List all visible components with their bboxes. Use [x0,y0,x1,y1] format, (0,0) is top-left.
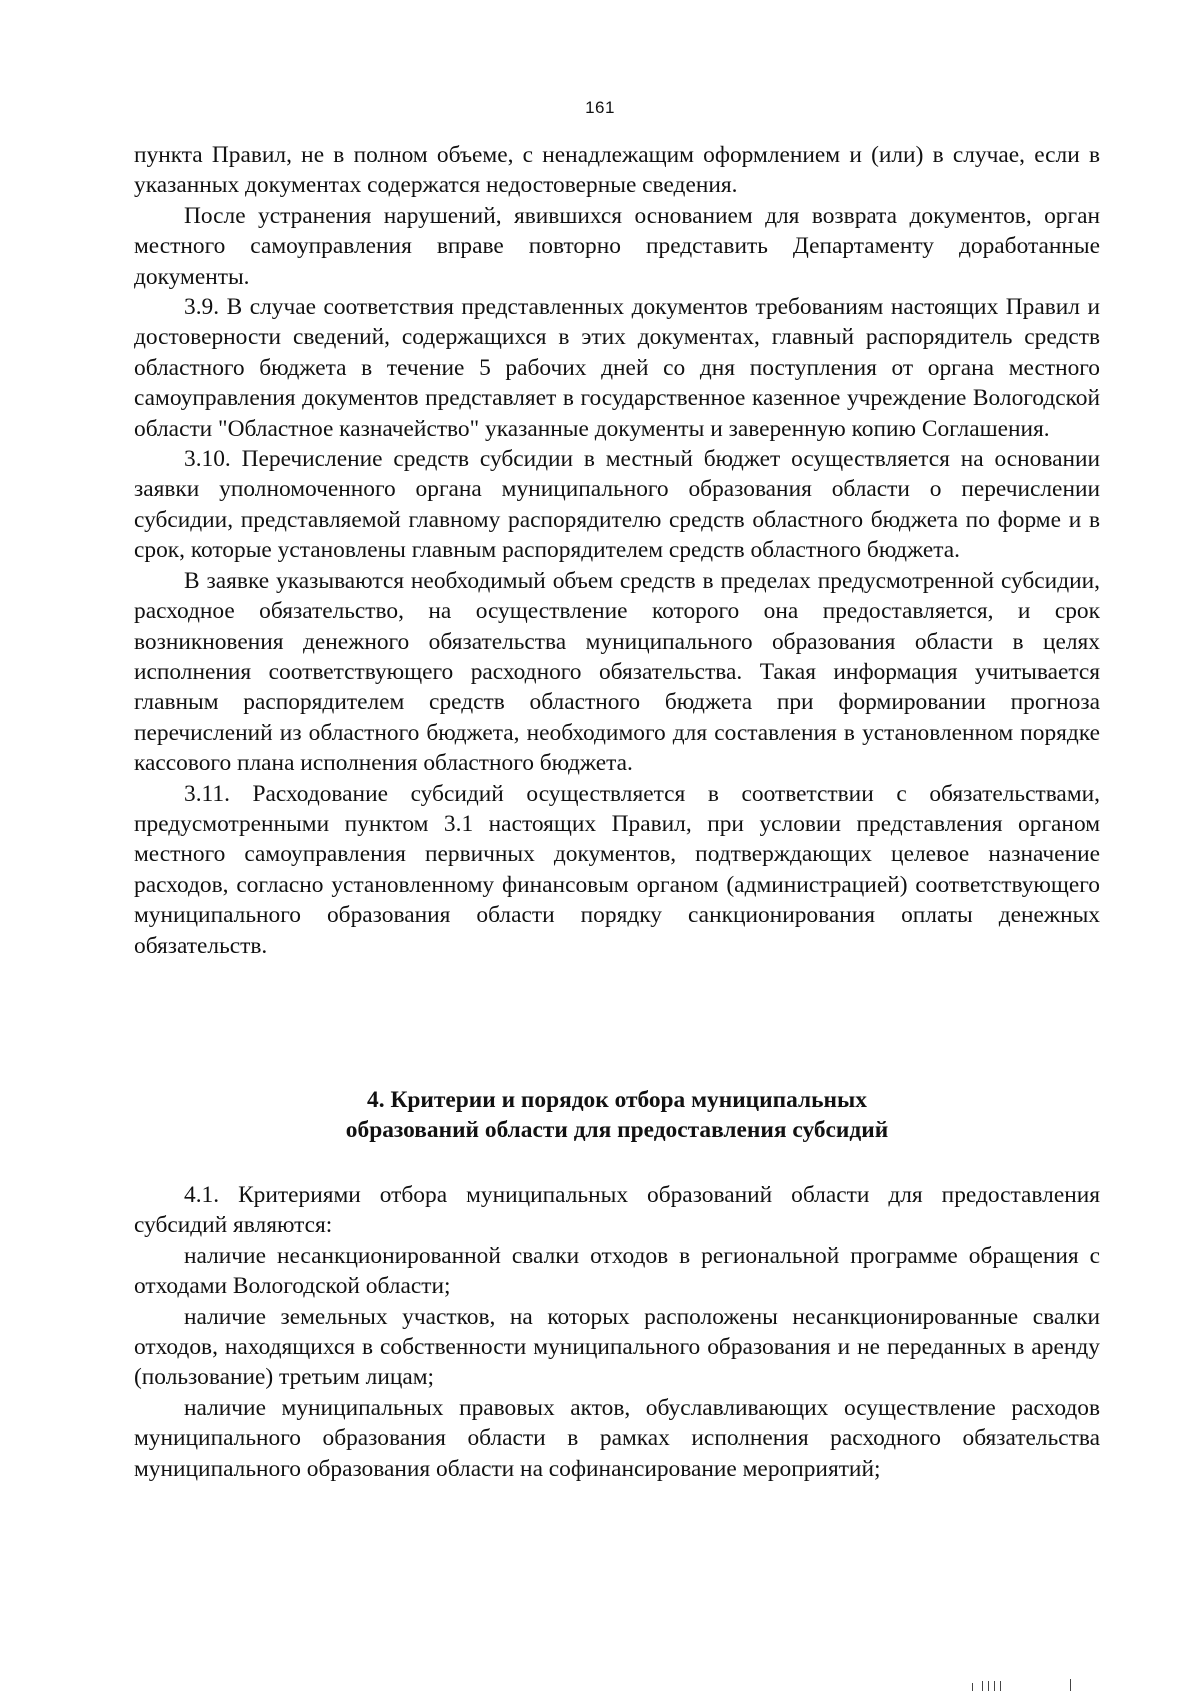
criteria-item: наличие муниципальных правовых актов, обуславливающих осуществление расходов муниципального образования области в рамках исполнения расходного обязательства муниципального образования области на софинансирование мероприятий; [134,1394,1100,1482]
criteria-item: наличие несанкционированной свалки отходов в региональной программе обращения с отходами Вологодской области; [134,1242,1100,1300]
scan-artifact-marks [970,1677,1100,1691]
section-heading-line-1: 4. Критерии и порядок отбора муниципальных [367,1087,867,1113]
paragraph-3-9: 3.9. В случае соответствия представленных документов требованиям настоящих Правил и достоверности сведений, содержащихся в этих документах, главный распорядитель средств областного бюджета в течение 5 рабочих дней со дня поступления от органа местного самоуправления документов представляет в государственное казенное учреждение Вологодской области "Областное казначейство" указанные документы и заверенную копию Соглашения. [134,294,1100,442]
body-text [134,140,1100,961]
criteria-list [134,1180,1100,1484]
paragraph-continuation: пункта Правил, не в полном объеме, с ненадлежащим оформлением и (или) в случае, если в указанных документах содержатся недостоверные сведения. [134,142,1100,199]
criteria-intro: 4.1. Критериями отбора муниципальных образований области для предоставления субсидий являются: [134,1182,1100,1239]
paragraph-3-11: 3.11. Расходование субсидий осуществляется в соответствии с обязательствами, предусмотренными пунктом 3.1 настоящих Правил, при условии представления органом местного самоуправления первичных документов, подтверждающих целевое назначение расходов, согласно установленному финансовым органом (администрацией) соответствующего муниципального образования области порядку санкционирования оплаты денежных обязательств. [134,780,1100,959]
section-heading-line-2: образований области для предоставления субсидий [345,1117,889,1144]
paragraph-3-10: 3.10. Перечисление средств субсидии в местный бюджет осуществляется на основании заявки уполномоченного органа муниципального образования области о перечислении субсидии, представляемой главному распорядителю средств областного бюджета по форме и в срок, которые установлены главным распорядителем средств областного бюджета. [134,446,1100,564]
section-heading [134,1085,1100,1146]
page-number: 161 [585,98,615,117]
paragraph-application: В заявке указываются необходимый объем средств в пределах предусмотренной субсидии, расходное обязательство, на осуществление которого она предоставляется, и срок возникновения денежного обязательства муниципального образования области в целях исполнения соответствующего расходного обязательства. Такая информация учитывается главным распорядителем средств областного бюджета при формировании прогноза перечислений из областного бюджета, необходимого для составления в установленном порядке кассового плана исполнения областного бюджета. [134,567,1100,777]
paragraph-resubmission: После устранения нарушений, явившихся основанием для возврата документов, орган местного самоуправления вправе повторно представить Департаменту доработанные документы. [134,202,1100,290]
criteria-item: наличие земельных участков, на которых расположены несанкционированные свалки отходов, находящихся в собственности муниципального образования и не переданных в аренду (пользование) третьим лицам; [134,1303,1100,1391]
